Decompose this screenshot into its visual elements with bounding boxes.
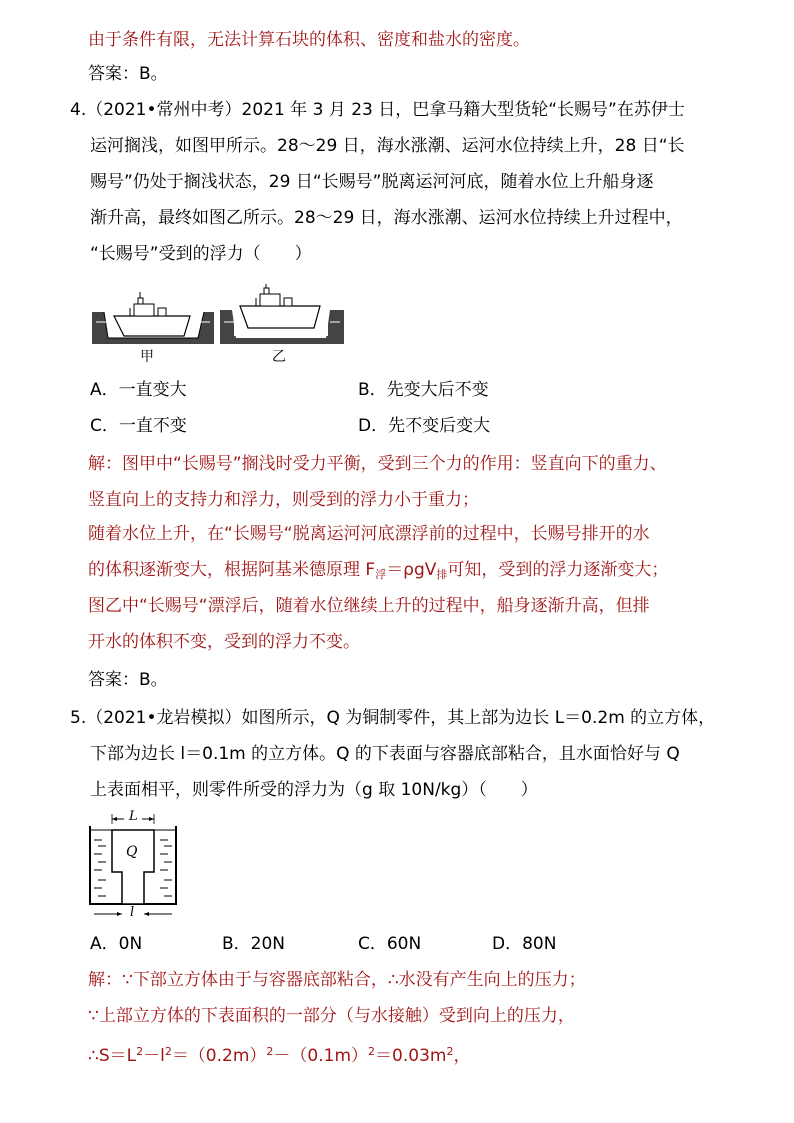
sup-5: 2: [446, 1045, 454, 1058]
label-Q: Q: [126, 844, 138, 860]
q5-sol-part-3: ＝（0.2m）: [171, 1046, 267, 1066]
ship-diagram-svg: [90, 282, 350, 348]
q5-sol-part-1: ∴S＝L: [88, 1046, 137, 1066]
q5-sol-part-5: ＝0.03m: [375, 1046, 447, 1066]
q4-solution-line-3: 随着水位上升，在“长赐号“脱离运河河底漂浮前的过程中，长赐号排开的水: [88, 524, 650, 544]
sup-2: 2: [164, 1045, 172, 1058]
q5-option-d[interactable]: D．80N: [492, 934, 557, 954]
q4-solution-line-4-part-1: 的体积逐渐变大，根据阿基米德原理 F: [88, 560, 376, 580]
q4-stem-line-4: 渐升高，最终如图乙所示。28～29 日，海水涨潮、运河水位持续上升过程中，: [90, 208, 683, 228]
q4-stem-line-1: 4.（2021•常州中考）2021 年 3 月 23 日，巴拿马籍大型货轮“长赐号”在苏伊士: [70, 100, 685, 120]
sup-4: 2: [368, 1045, 376, 1058]
q4-solution-line-4-part-3: 可知，受到的浮力逐渐变大；: [447, 560, 669, 580]
q4-solution-line-4-part-2: ＝ρgV: [386, 560, 437, 580]
q5-sol-part-2: －l: [143, 1046, 165, 1066]
figure-jia-ship: [114, 292, 190, 336]
q4-solution-line-1: 解：图甲中“长赐号”搁浅时受力平衡，受到三个力的作用：竖直向下的重力、: [88, 454, 667, 474]
sup-1: 2: [136, 1045, 144, 1058]
q4-option-d[interactable]: D．先不变后变大: [358, 416, 491, 436]
q5-solution-line-2: ∵上部立方体的下表面积的一部分（与水接触）受到向上的压力，: [88, 1006, 575, 1026]
q4-option-b[interactable]: B．先变大后不变: [358, 380, 489, 400]
figure-yi-ship: [240, 284, 320, 328]
q4-stem-line-2: 运河搁浅，如图甲所示。28～29 日，海水涨潮、运河水位持续上升，28 日“长: [90, 136, 685, 156]
q5-sol-part-4: －（0.1m）: [273, 1046, 369, 1066]
q5-sol-part-6: ，: [453, 1046, 471, 1066]
q5-stem-line-1: 5.（2021•龙岩模拟）如图所示，Q 为铜制零件，其上部为边长 L＝0.2m 的立方体，: [70, 708, 716, 728]
q5-container-figure: [84, 810, 184, 922]
sub-fu: 浮: [375, 568, 387, 581]
q5-option-c[interactable]: C．60N: [358, 934, 422, 954]
label-l: l: [130, 905, 135, 920]
q3-answer: 答案：B。: [88, 64, 168, 84]
q4-solution-line-5: 图乙中“长赐号“漂浮后，随着水位继续上升的过程中，船身逐渐升高，但排: [88, 596, 650, 616]
q4-answer: 答案：B。: [88, 670, 168, 690]
label-L: L: [129, 809, 138, 824]
q5-solution-line-1: 解：∵下部立方体由于与容器底部粘合，∴水没有产生向上的压力；: [88, 970, 586, 990]
sup-3: 2: [266, 1045, 274, 1058]
q4-solution-line-2: 竖直向上的支持力和浮力，则受到的浮力小于重力；: [88, 490, 479, 510]
q4-ship-figure: [90, 282, 350, 348]
q4-option-c[interactable]: C．一直不变: [90, 416, 187, 436]
q5-solution-line-3: [88, 1040, 470, 1068]
q5-stem-line-2: 下部为边长 l＝0.1m 的立方体。Q 的下表面与容器底部粘合，且水面恰好与 Q: [90, 744, 680, 764]
q4-fig-label-jia: 甲: [140, 349, 154, 365]
q4-solution-line-4: [88, 558, 668, 587]
q4-stem-line-5: “长赐号”受到的浮力（ ）: [90, 244, 312, 264]
q3-solution-last: 由于条件有限，无法计算石块的体积、密度和盐水的密度。: [88, 30, 530, 50]
q5-option-a[interactable]: A．0N: [90, 934, 143, 954]
q5-option-b[interactable]: B．20N: [222, 934, 286, 954]
q4-stem-line-3: 赐号”仍处于搁浅状态，29 日“长赐号”脱离运河河底，随着水位上升船身逐: [90, 172, 654, 192]
sub-pai: 排: [436, 568, 448, 581]
q4-solution-line-6: 开水的体积不变，受到的浮力不变。: [88, 632, 360, 652]
q4-option-a[interactable]: A．一直变大: [90, 380, 187, 400]
q5-stem-line-3: 上表面相平，则零件所受的浮力为（g 取 10N/kg）（ ）: [90, 780, 538, 800]
q4-fig-label-yi: 乙: [272, 349, 286, 365]
